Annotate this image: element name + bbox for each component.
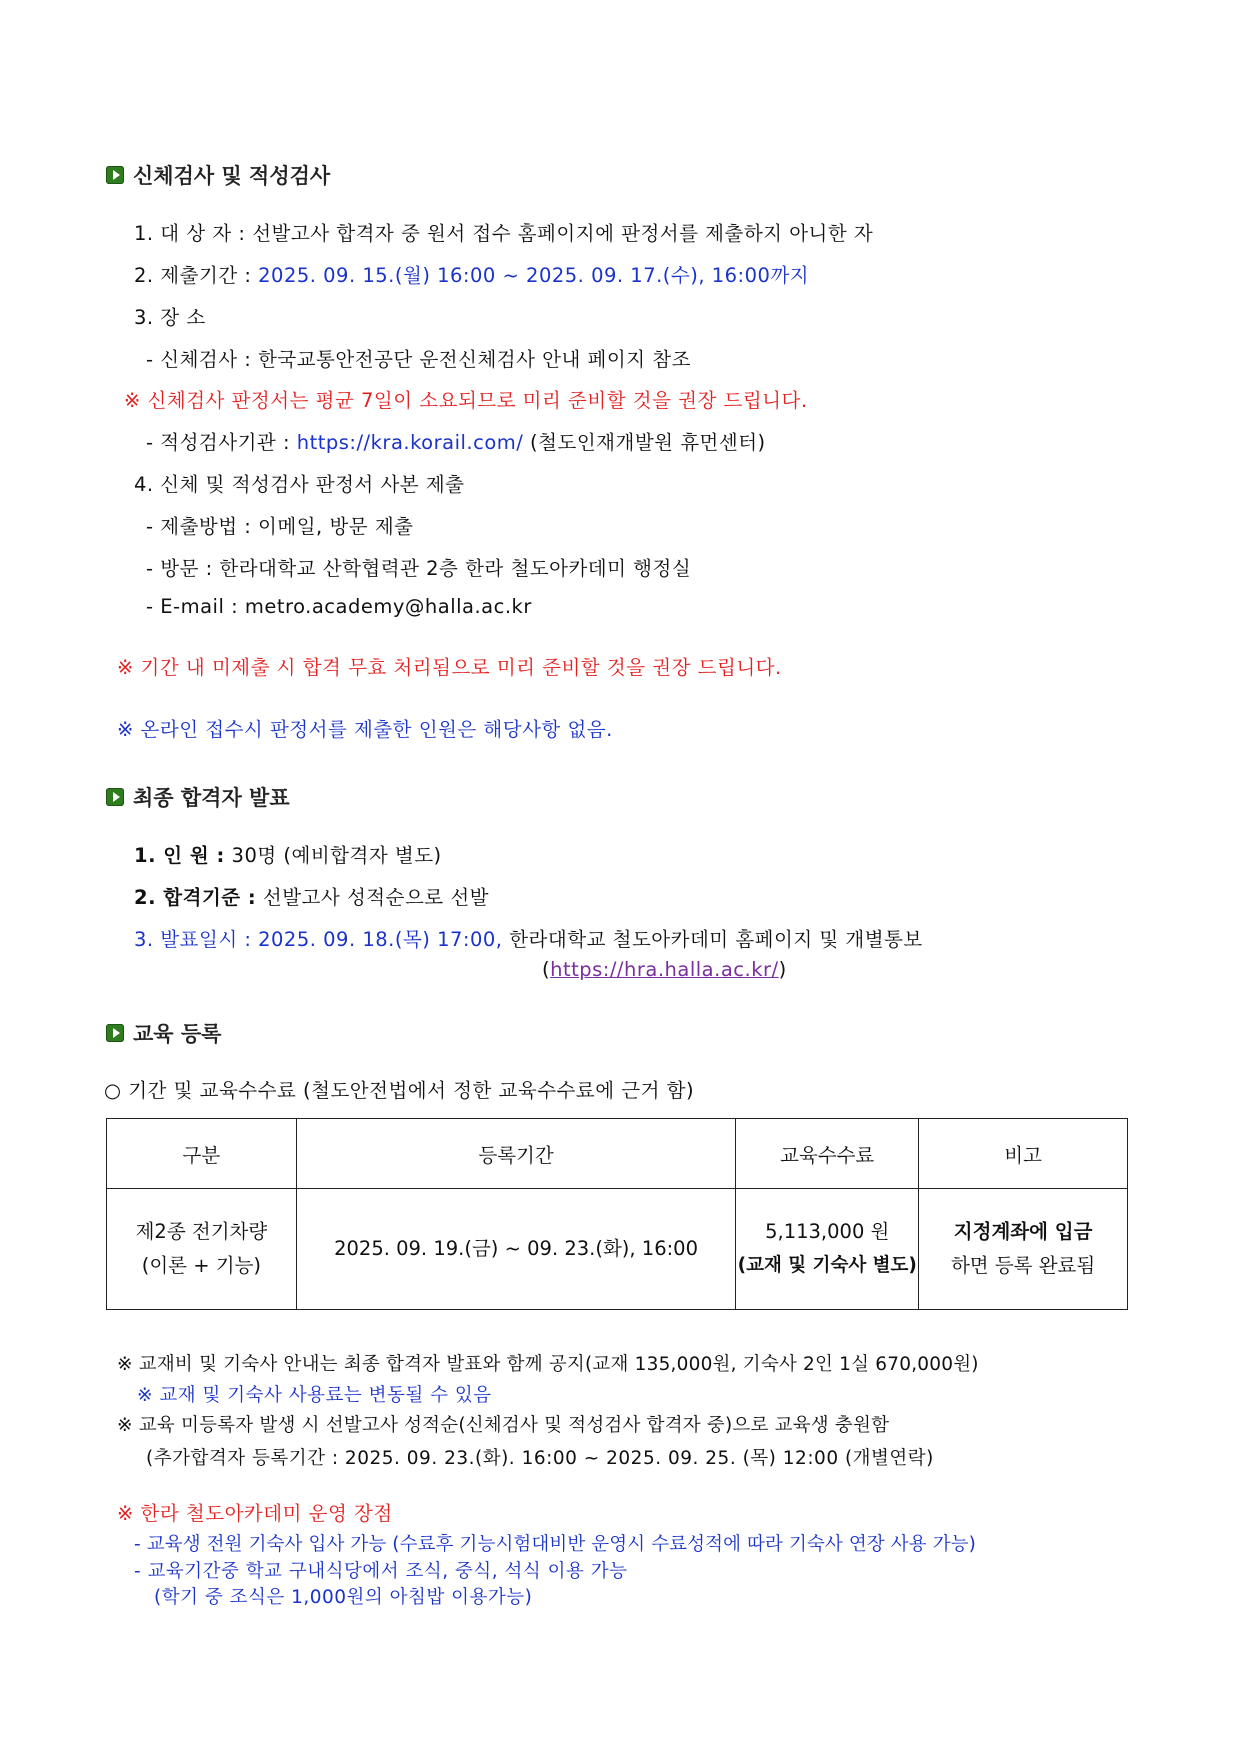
strength-dormitory: - 교육생 전원 기숙사 입사 가능 (수료후 기능시험대비반 운영시 수료성적에 따라 기숙사 연장 사용 가능): [134, 1534, 976, 1555]
header-category: 구분: [107, 1119, 297, 1189]
homepage-link[interactable]: https://hra.halla.ac.kr/: [550, 958, 779, 981]
section-bullet-icon: [106, 1024, 124, 1042]
cell-category: 제2종 전기차량 (이론 + 기능): [107, 1189, 297, 1310]
criteria-line: 2. 합격기준 : 선발고사 성적순으로 선발: [134, 886, 490, 909]
section-title-registration: [106, 1018, 221, 1048]
place-heading: 3. 장 소: [134, 306, 206, 329]
fee-subtitle: ○ 기간 및 교육수수료 (철도안전법에서 정한 교육수수료에 근거 함): [104, 1079, 695, 1102]
header-fee: 교육수수료: [736, 1119, 919, 1189]
note-additional-period: (추가합격자 등록기간 : 2025. 09. 23.(화). 16:00 ~ 2025. 09. 25. (목) 12:00 (개별연락): [146, 1448, 934, 1469]
homepage-link-line: (https://hra.halla.ac.kr/): [542, 958, 787, 981]
visit-line: - 방문 : 한라대학교 산학협력관 2층 한라 철도아카데미 행정실: [146, 557, 692, 580]
physical-exam-note: ※ 신체검사 판정서는 평균 7일이 소요되므로 미리 준비할 것을 권장 드립니다.: [124, 389, 808, 412]
section-bullet-icon: [106, 788, 124, 806]
strengths-title: ※ 한라 철도아카데미 운영 장점: [117, 1502, 393, 1525]
cell-remark: 지정계좌에 입금 하면 등록 완료됨: [919, 1189, 1128, 1310]
note-fee-change: ※ 교재 및 기숙사 사용료는 변동될 수 있음: [137, 1385, 492, 1406]
headcount-line: 1. 인 원 : 30명 (예비합격자 별도): [134, 844, 442, 867]
online-note: ※ 온라인 접수시 판정서를 제출한 인원은 해당사항 없음.: [117, 718, 613, 741]
submission-period-line: 2. 제출기간 : 2025. 09. 15.(월) 16:00 ~ 2025. 09. 17.(수), 16:00까지: [134, 264, 810, 287]
aptitude-link[interactable]: https://kra.korail.com/: [296, 431, 524, 454]
submit-copy-heading: 4. 신체 및 적성검사 판정서 사본 제출: [134, 473, 465, 496]
aptitude-line: - 적성검사기관 : https://kra.korail.com/ (철도인재개발원 휴먼센터): [146, 431, 766, 454]
section-title-text: 교육 등록: [133, 1022, 222, 1046]
note-replacement: ※ 교육 미등록자 발생 시 선발고사 성적순(신체검사 및 적성검사 합격자 중)으로 교육생 충원함: [117, 1415, 890, 1436]
section-title-physical-aptitude: [106, 160, 330, 190]
fee-table: [106, 1118, 1128, 1310]
section-title-text: 신체검사 및 적성검사: [133, 164, 331, 188]
strength-cafeteria: - 교육기간중 학교 구내식당에서 조식, 중식, 석식 이용 가능: [134, 1561, 628, 1582]
section-bullet-icon: [106, 166, 124, 184]
announcement-line: 3. 발표일시 : 2025. 09. 18.(목) 17:00, 한라대학교 철도아카데미 홈페이지 및 개별통보: [134, 928, 923, 951]
target-line: 1. 대 상 자 : 선발고사 합격자 중 원서 접수 홈페이지에 판정서를 제출하지 아니한 자: [134, 222, 874, 245]
cell-fee: 5,113,000 원 (교재 및 기숙사 별도): [736, 1189, 919, 1310]
warning-note: ※ 기간 내 미제출 시 합격 무효 처리됨으로 미리 준비할 것을 권장 드립니다.: [117, 656, 782, 679]
strength-breakfast: (학기 중 조식은 1,000원의 아침밥 이용가능): [154, 1587, 533, 1608]
email-line: - E-mail : metro.academy@halla.ac.kr: [146, 595, 532, 618]
section-title-text: 최종 합격자 발표: [133, 786, 290, 810]
header-remark: 비고: [919, 1119, 1128, 1189]
section-title-final-announcement: [106, 782, 290, 812]
physical-exam-line: - 신체검사 : 한국교통안전공단 운전신체검사 안내 페이지 참조: [146, 348, 691, 371]
method-line: - 제출방법 : 이메일, 방문 제출: [146, 515, 414, 538]
header-period: 등록기간: [296, 1119, 736, 1189]
cell-period: 2025. 09. 19.(금) ~ 09. 23.(화), 16:00: [296, 1189, 736, 1310]
note-textbook-dorm: ※ 교재비 및 기숙사 안내는 최종 합격자 발표와 함께 공지(교재 135,000원, 기숙사 2인 1실 670,000원): [117, 1354, 979, 1375]
table-row: [107, 1189, 1128, 1310]
table-header-row: [107, 1119, 1128, 1189]
